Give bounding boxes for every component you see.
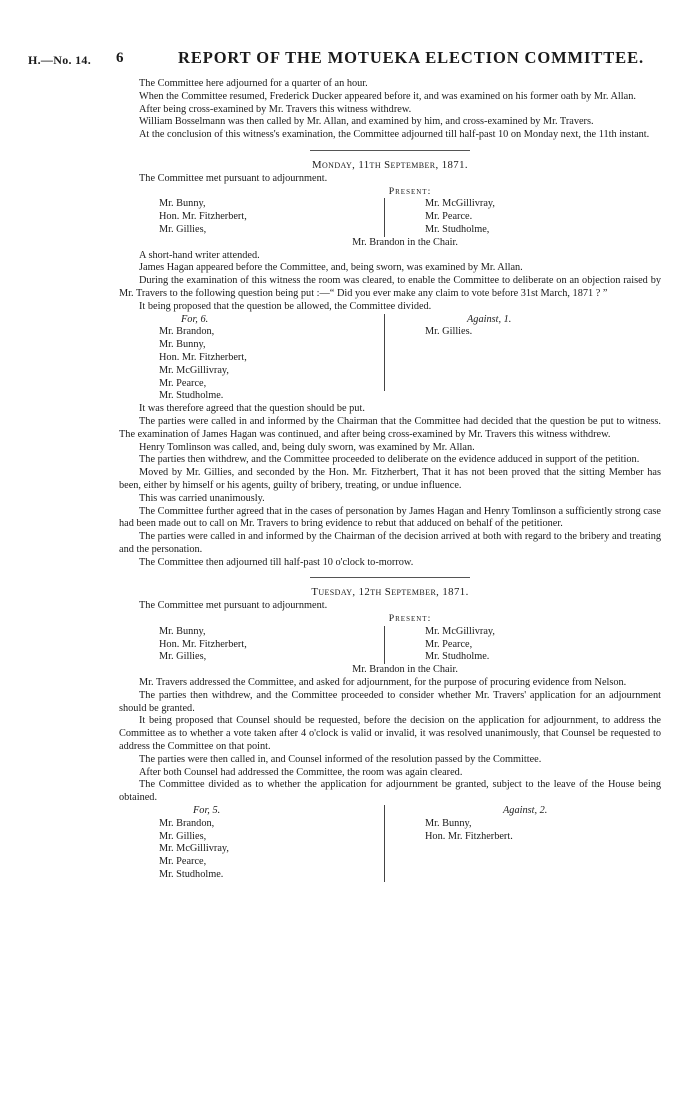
- paragraph: The Committee here adjourned for a quarter of an hour.: [139, 78, 368, 89]
- votes-against-heading: Against, 1.: [467, 313, 512, 325]
- member-name: Mr. Bunny,: [425, 817, 472, 829]
- tuesday-section: [119, 586, 661, 882]
- paragraph: When the Committee resumed, Frederick Ducker appeared before it, and was examined on his former oath by Mr. Allan.: [139, 90, 636, 102]
- paragraph: James Hagan appeared before the Committee, and, being sworn, was examined by Mr. Allan.: [139, 262, 523, 274]
- page-number: 6: [116, 50, 124, 66]
- votes-for-heading: For, 5.: [193, 805, 221, 817]
- chair-line: Mr. Brandon in the Chair.: [352, 236, 458, 248]
- paragraph: The Committee further agreed that in the cases of personation by James Hagan and Henry Tomlinson a sufficiently strong case had been made out to call on Mr. Travers to bring evidence to rebut that adduced on behalf of the petitioner.: [119, 505, 661, 530]
- section-divider: [310, 150, 470, 151]
- paragraph: A short-hand writer attended.: [139, 249, 260, 261]
- paper-reference: H.—No. 14.: [28, 53, 91, 67]
- monday-section: [119, 159, 661, 570]
- votes-against-column: [384, 314, 625, 391]
- member-name: Mr. Pearce.: [425, 211, 473, 223]
- paragraph: This was carried unanimously.: [139, 492, 265, 504]
- member-name: Mr. Studholme.: [159, 869, 224, 881]
- paragraph: Moved by Mr. Gillies, and seconded by the Hon. Mr. Fitzherbert, That it has not been proved that the sitting Member has been, either by himself or his agents, guilty of bribery, treating, or undue influence.: [119, 467, 661, 491]
- paragraph: After being cross-examined by Mr. Travers this witness withdrew.: [139, 103, 412, 115]
- meeting-date: Tuesday, 12th September, 1871.: [311, 586, 469, 599]
- paragraph: The Committee then adjourned till half-past 10 o'clock to-morrow.: [139, 556, 414, 568]
- paragraph: The Committee met pursuant to adjournment.: [139, 172, 328, 184]
- votes-against-heading: Against, 2.: [503, 805, 548, 817]
- member-name: Mr. Gillies,: [159, 651, 207, 663]
- paragraph: The parties were then called in, and Counsel informed of the resolution passed by the Committee.: [139, 753, 542, 765]
- member-name: Mr. McGillivray,: [425, 625, 495, 637]
- member-name: Mr. Bunny,: [159, 339, 206, 351]
- member-name: Mr. Bunny,: [159, 625, 206, 637]
- division-list: [159, 314, 629, 404]
- member-name: Mr. Pearce,: [425, 638, 473, 650]
- member-name: Mr. Bunny,: [159, 198, 206, 210]
- votes-for-heading: For, 6.: [181, 313, 209, 325]
- section-divider: [310, 577, 470, 578]
- present-members: [159, 626, 629, 664]
- member-name: Mr. McGillivray,: [159, 843, 229, 855]
- present-right-column: [384, 198, 625, 236]
- opening-section: [119, 78, 661, 142]
- member-name: Hon. Mr. Fitzherbert.: [425, 830, 513, 842]
- present-left-column: [159, 198, 384, 236]
- paragraph: The Committee met pursuant to adjournment.: [139, 600, 328, 612]
- member-name: Hon. Mr. Fitzherbert,: [159, 211, 247, 223]
- member-name: Mr. McGillivray,: [425, 198, 495, 210]
- division-list: [159, 805, 629, 882]
- paragraph: Mr. Travers addressed the Committee, and asked for adjournment, for the purpose of procuring evidence from Nelson.: [139, 677, 627, 689]
- paragraph: It was therefore agreed that the question should be put.: [139, 403, 365, 415]
- paragraph: William Bosselmann was then called by Mr. Allan, and examined by him, and cross-examined by Mr. Travers.: [139, 116, 594, 128]
- present-left-column: [159, 626, 384, 664]
- member-name: Hon. Mr. Fitzherbert,: [159, 351, 247, 363]
- paragraph: The parties were called in and informed by the Chairman that the Committee had decided that the question be put to witness. The examination of James Hagan was continued, and after being cross-examined by Mr. Travers this witness withdrew.: [119, 415, 661, 440]
- paragraph: It being proposed that the question be allowed, the Committee divided.: [139, 300, 432, 312]
- member-name: Mr. Studholme.: [425, 651, 490, 663]
- paragraph: At the conclusion of this witness's examination, the Committee adjourned till half-past 10 on Monday next, the 11th instant.: [139, 129, 650, 141]
- paragraph: It being proposed that Counsel should be requested, before the decision on the application for adjournment, to address the Committee as to whether a vote taken after 4 o'clock is valid or invalid, it was resolved unanimously, that Counsel be requested to address the Committee on that point.: [119, 715, 661, 753]
- member-name: Hon. Mr. Fitzherbert,: [159, 638, 247, 650]
- page-header: [28, 48, 674, 74]
- member-name: Mr. Brandon,: [159, 817, 215, 829]
- votes-for-column: [159, 314, 384, 404]
- present-right-column: [384, 626, 625, 664]
- member-name: Mr. Gillies.: [425, 326, 473, 338]
- votes-for-column: [159, 805, 384, 882]
- member-name: Mr. Pearce,: [159, 856, 207, 868]
- member-name: Mr. Gillies,: [159, 223, 207, 235]
- member-name: Mr. Studholme.: [159, 390, 224, 402]
- member-name: Mr. Gillies,: [159, 830, 207, 842]
- paragraph: The Committee divided as to whether the application for adjournment be granted, subject to the leave of the House being obtained.: [119, 779, 661, 804]
- paragraph: The parties then withdrew, and the Committee proceeded to deliberate on the evidence adduced in support of the petition.: [139, 454, 640, 466]
- member-name: Mr. Brandon,: [159, 326, 215, 338]
- paragraph: After both Counsel had addressed the Committee, the room was again cleared.: [139, 766, 463, 778]
- report-body: [119, 78, 661, 882]
- paragraph: Henry Tomlinson was called, and, being duly sworn, was examined by Mr. Allan.: [139, 441, 475, 453]
- chair-line: Mr. Brandon in the Chair.: [352, 664, 458, 676]
- member-name: Mr. Pearce,: [159, 377, 207, 389]
- member-name: Mr. McGillivray,: [159, 364, 229, 376]
- report-title: REPORT OF THE MOTUEKA ELECTION COMMITTEE.: [178, 48, 644, 67]
- paragraph: The parties then withdrew, and the Committee proceeded to consider whether Mr. Travers' application for an adjournment should be granted.: [119, 689, 661, 714]
- present-members: [159, 198, 629, 236]
- paragraph: During the examination of this witness the room was cleared, to enable the Committee to deliberate on an objection raised by Mr. Travers to the following question being put :—“ Did you ever make any claim to vote before 31st March, 1871 ? ”: [119, 275, 661, 299]
- member-name: Mr. Studholme,: [425, 223, 490, 235]
- present-heading: Present:: [388, 185, 432, 197]
- present-heading: Present:: [388, 613, 432, 625]
- paragraph: The parties were called in and informed by the Chairman of the decision arrived at both with regard to the bribery and treating and the personation.: [119, 531, 661, 555]
- votes-against-column: [384, 805, 625, 882]
- meeting-date: Monday, 11th September, 1871.: [312, 158, 468, 171]
